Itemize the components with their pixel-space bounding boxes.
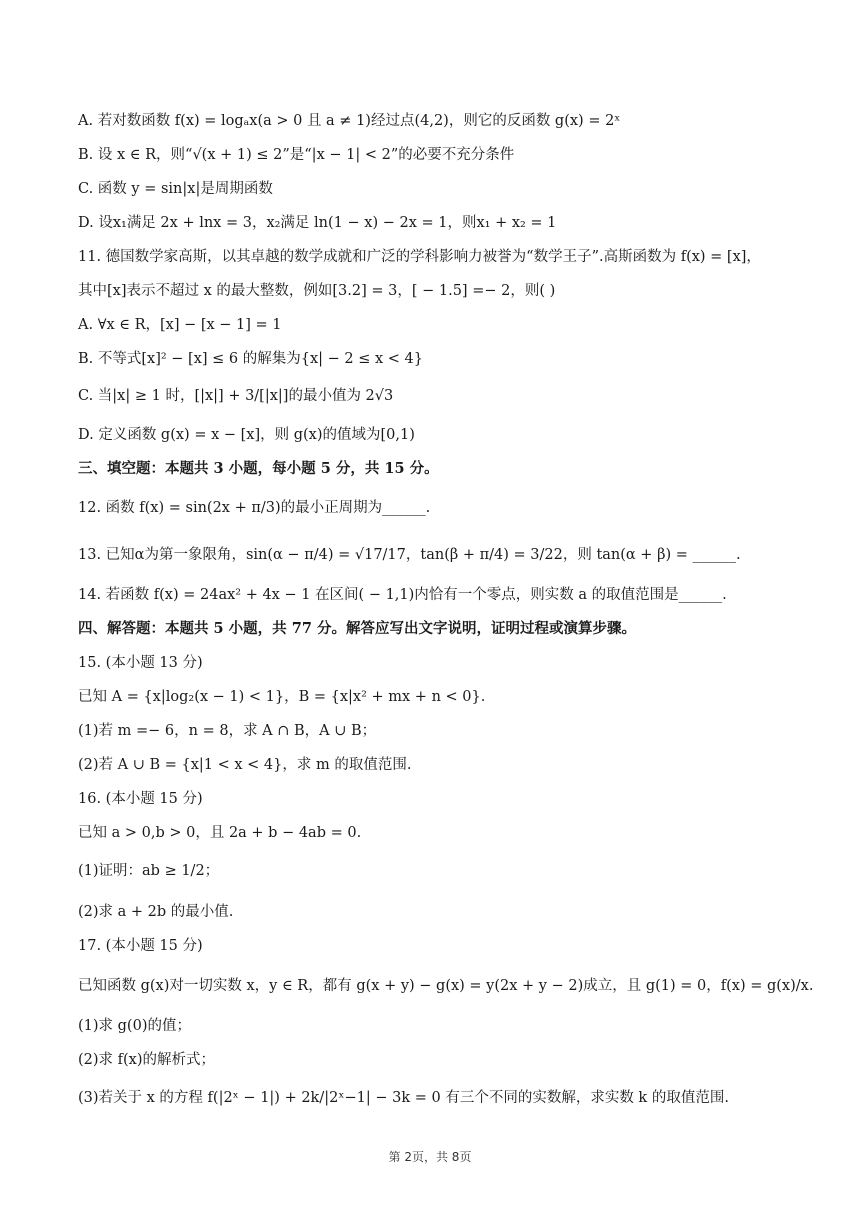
question-16-part1: (1)证明：ab ≥ 1/2；: [78, 863, 220, 879]
question-11-stem-cont: 其中[x]表示不超过 x 的最大整数，例如[3.2] = 3，[ − 1.5] =− 2，则( ): [78, 283, 556, 299]
option-10c: C. 函数 y = sin|x|是周期函数: [78, 181, 273, 197]
question-16-stem: 已知 a > 0,b > 0，且 2a + b − 4ab = 0.: [78, 825, 362, 841]
option-10a: A. 若对数函数 f(x) = logₐx(a > 0 且 a ≠ 1)经过点(4,2)，则它的反函数 g(x) = 2ˣ: [78, 113, 621, 129]
section-heading-fill-in: 三、填空题：本题共 3 小题，每小题 5 分，共 15 分。: [78, 460, 439, 477]
option-10d: D. 设x₁满足 2x + lnx = 3，x₂满足 ln(1 − x) − 2x = 1，则x₁ + x₂ = 1: [78, 215, 557, 231]
option-11d: D. 定义函数 g(x) = x − [x]，则 g(x)的值域为[0,1): [78, 427, 415, 443]
question-16-header: 16. (本小题 15 分): [78, 791, 203, 807]
question-17-part2: (2)求 f(x)的解析式；: [78, 1052, 216, 1068]
question-17-part3: (3)若关于 x 的方程 f(|2ˣ − 1|) + 2k/|2ˣ−1| − 3k = 0 有三个不同的实数解，求实数 k 的取值范围.: [78, 1090, 729, 1106]
option-11c: C. 当|x| ≥ 1 时，[|x|] + 3/[|x|]的最小值为 2√3: [78, 388, 394, 404]
section-heading-answers: 四、解答题：本题共 5 小题，共 77 分。解答应写出文字说明，证明过程或演算步骤。: [78, 620, 636, 637]
question-14: 14. 若函数 f(x) = 24ax² + 4x − 1 在区间( − 1,1)内恰有一个零点，则实数 a 的取值范围是______.: [78, 587, 727, 603]
option-11a: A. ∀x ∈ R，[x] − [x − 1] = 1: [78, 317, 282, 333]
question-13: 13. 已知α为第一象限角，sin(α − π/4) = √17/17，tan(β + π/4) = 3/22，则 tan(α + β) = ______.: [78, 547, 741, 563]
question-15-header: 15. (本小题 13 分): [78, 655, 203, 671]
page-footer: 第 2页，共 8页: [388, 1150, 472, 1164]
option-11b: B. 不等式[x]² − [x] ≤ 6 的解集为{x| − 2 ≤ x < 4}: [78, 351, 423, 367]
question-15-part2: (2)若 A ∪ B = {x|1 < x < 4}，求 m 的取值范围.: [78, 757, 412, 773]
question-17-part1: (1)求 g(0)的值；: [78, 1018, 191, 1034]
question-12: 12. 函数 f(x) = sin(2x + π/3)的最小正周期为______.: [78, 500, 431, 516]
option-10b: B. 设 x ∈ R，则“√(x + 1) ≤ 2”是“|x − 1| < 2”的必要不充分条件: [78, 147, 515, 163]
question-11-stem: 11. 德国数学家高斯，以其卓越的数学成就和广泛的学科影响力被誉为“数学王子”.高斯函数为 f(x) = [x]，: [78, 249, 761, 265]
question-15-part1: (1)若 m =− 6，n = 8，求 A ∩ B，A ∪ B；: [78, 723, 377, 739]
question-17-header: 17. (本小题 15 分): [78, 938, 203, 954]
question-15-stem: 已知 A = {x|log₂(x − 1) < 1}，B = {x|x² + mx + n < 0}.: [78, 689, 486, 705]
question-16-part2: (2)求 a + 2b 的最小值.: [78, 904, 234, 920]
question-17-stem: 已知函数 g(x)对一切实数 x，y ∈ R，都有 g(x + y) − g(x) = y(2x + y − 2)成立，且 g(1) = 0，f(x) = g(x)/x.: [78, 978, 814, 994]
